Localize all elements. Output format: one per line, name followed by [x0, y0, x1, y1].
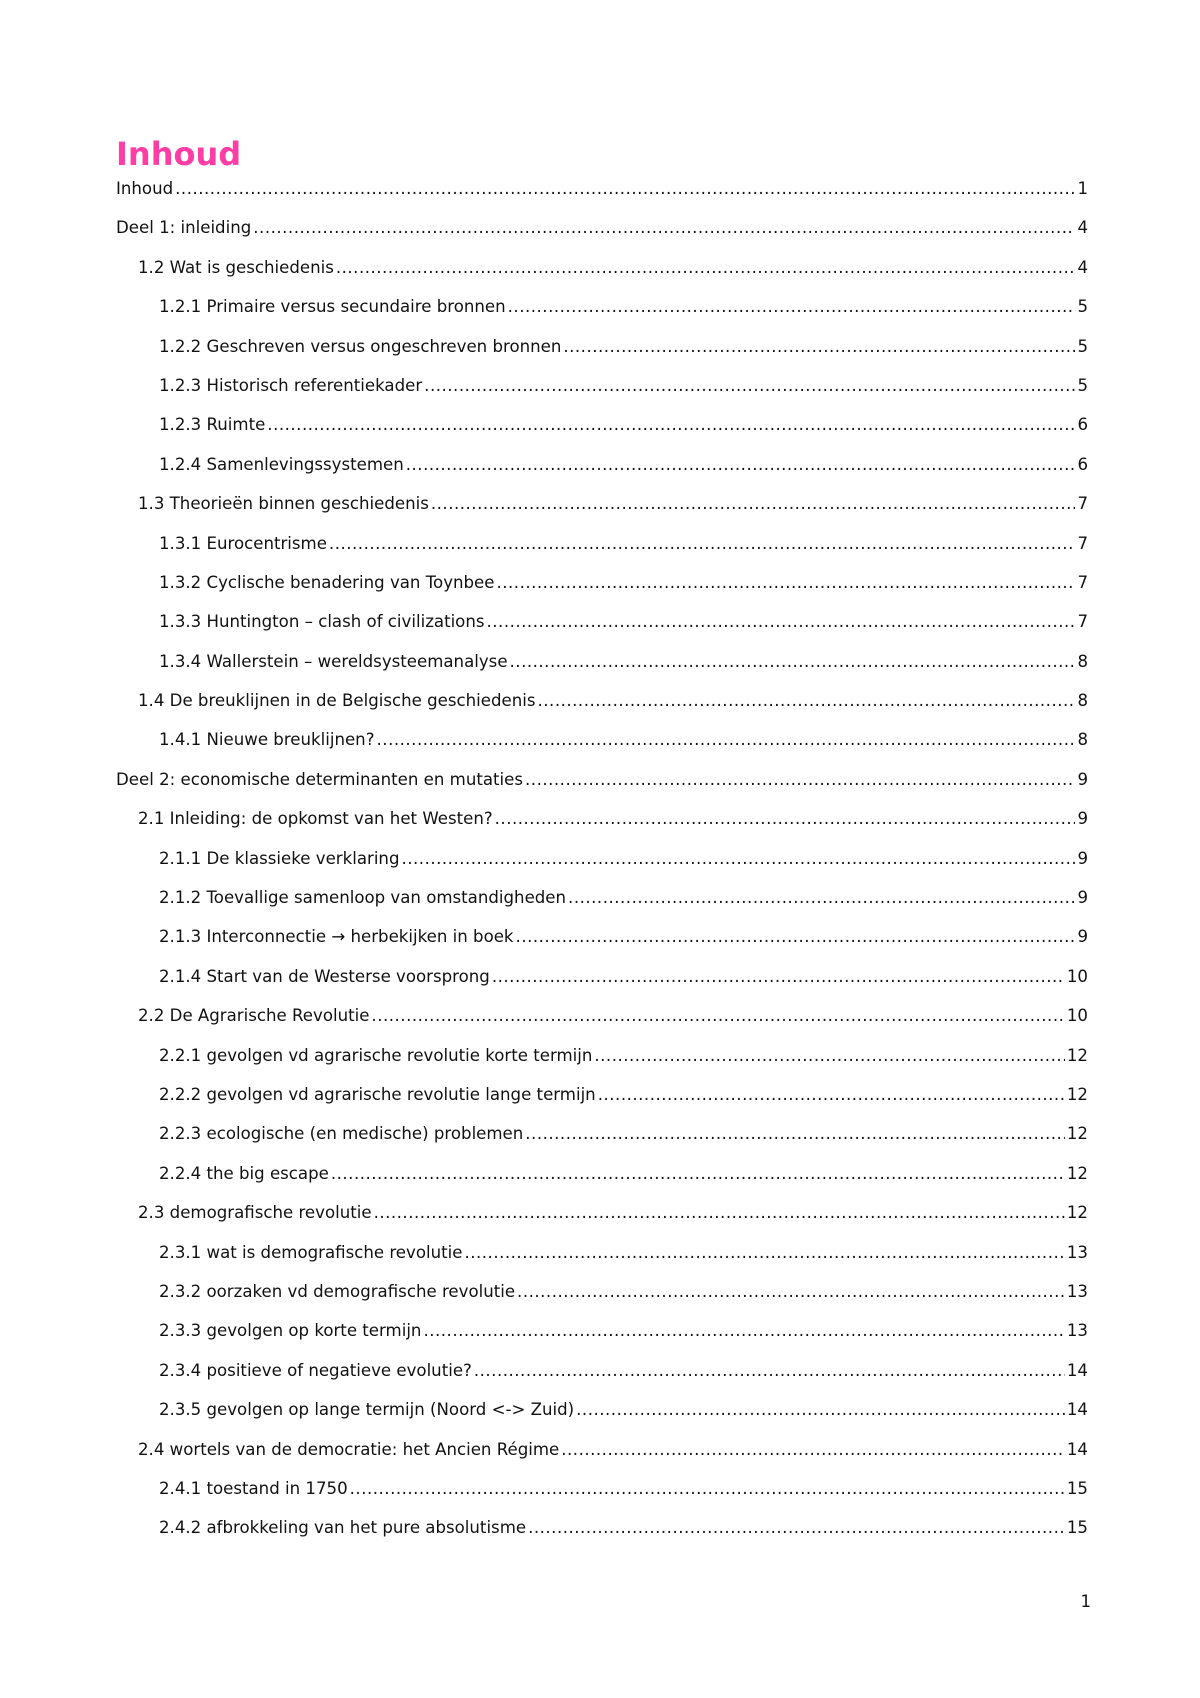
- toc-page-number: 10: [1066, 1006, 1088, 1026]
- toc-entry[interactable]: [116, 295, 1088, 334]
- toc-dot-leader: [538, 689, 1076, 713]
- toc-entry-link[interactable]: 1.4 De breuklijnen in de Belgische geschiedenis: [138, 691, 536, 711]
- toc-entry[interactable]: [116, 571, 1088, 610]
- toc-entry-link[interactable]: 2.3.1 wat is demografische revolutie: [159, 1242, 463, 1262]
- toc-page-number: 13: [1066, 1321, 1088, 1341]
- toc-page-number: 8: [1077, 730, 1088, 750]
- toc-entry[interactable]: [116, 216, 1088, 255]
- toc-dot-leader: [517, 1280, 1065, 1304]
- toc-page-number: 12: [1066, 1084, 1088, 1104]
- toc-entry-link[interactable]: 2.3.3 gevolgen op korte termijn: [159, 1321, 422, 1341]
- toc-dot-leader: [496, 571, 1075, 595]
- toc-page-number: 7: [1077, 572, 1088, 592]
- toc-page-number: 14: [1066, 1400, 1088, 1420]
- toc-entry-link[interactable]: 1.2.1 Primaire versus secundaire bronnen: [159, 297, 506, 317]
- toc-page-number: 13: [1066, 1242, 1088, 1262]
- toc-entry[interactable]: [116, 1477, 1088, 1516]
- toc-entry-link[interactable]: 2.1.2 Toevallige samenloop van omstandigheden: [159, 888, 567, 908]
- toc-page-number: 10: [1066, 966, 1088, 986]
- toc-dot-leader: [594, 1044, 1065, 1068]
- toc-page-number: 6: [1077, 454, 1088, 474]
- toc-dot-leader: [401, 847, 1075, 871]
- toc-page-number: 13: [1066, 1281, 1088, 1301]
- toc-entry-link[interactable]: 1.2.3 Ruimte: [159, 415, 266, 435]
- toc-entry-link[interactable]: 2.2 De Agrarische Revolutie: [138, 1006, 370, 1026]
- toc-entry-link[interactable]: 2.4.2 afbrokkeling van het pure absolutisme: [159, 1518, 527, 1538]
- toc-entry[interactable]: [116, 650, 1088, 689]
- toc-dot-leader: [487, 610, 1076, 634]
- toc-dot-leader: [175, 177, 1075, 201]
- toc-entry[interactable]: [116, 1044, 1088, 1083]
- toc-page-number: 5: [1077, 375, 1088, 395]
- toc-dot-leader: [267, 413, 1075, 437]
- toc-entry-link[interactable]: Inhoud: [116, 179, 174, 198]
- toc-page-number: 9: [1077, 848, 1088, 868]
- toc-dot-leader: [525, 768, 1075, 792]
- toc-entry-link[interactable]: 2.2.3 ecologische (en medische) problemen: [159, 1124, 524, 1144]
- toc-page-number: 9: [1077, 888, 1088, 908]
- toc-entry-link[interactable]: 1.3.2 Cyclische benadering van Toynbee: [159, 572, 495, 592]
- footer-page-number: 1: [1080, 1592, 1091, 1611]
- toc-page-number: 8: [1077, 691, 1088, 711]
- toc-entry-link[interactable]: 1.2.2 Geschreven versus ongeschreven bronnen: [159, 336, 562, 356]
- toc-title: Inhoud: [116, 135, 242, 173]
- toc-dot-leader: [508, 295, 1076, 319]
- toc-entry-link[interactable]: 2.4 wortels van de democratie: het Ancien Régime: [138, 1439, 560, 1459]
- toc-entry[interactable]: [116, 335, 1088, 374]
- toc-entry[interactable]: [116, 807, 1088, 846]
- toc-dot-leader: [336, 256, 1076, 280]
- toc-dot-leader: [371, 1004, 1064, 1028]
- toc-dot-leader: [492, 965, 1065, 989]
- toc-dot-leader: [525, 1122, 1065, 1146]
- toc-entry-link[interactable]: 2.4.1 toestand in 1750: [159, 1478, 348, 1498]
- toc-entry-link[interactable]: 1.2.3 Historisch referentiekader: [159, 375, 423, 395]
- toc-entry[interactable]: [116, 1319, 1088, 1358]
- toc-dot-leader: [576, 1398, 1065, 1422]
- toc-entry[interactable]: [116, 1241, 1088, 1280]
- toc-page-number: 12: [1066, 1124, 1088, 1144]
- toc-dot-leader: [495, 807, 1076, 831]
- toc-page-number: 4: [1077, 218, 1088, 238]
- toc-entry[interactable]: [116, 768, 1088, 807]
- toc-entry[interactable]: [116, 413, 1088, 452]
- toc-dot-leader: [424, 374, 1075, 398]
- toc-entry[interactable]: [116, 453, 1088, 492]
- toc-entry-link[interactable]: 1.3 Theorieën binnen geschiedenis: [138, 494, 429, 514]
- toc-entry-link[interactable]: 2.1.1 De klassieke verklaring: [159, 848, 400, 868]
- toc-page-number: 5: [1077, 297, 1088, 317]
- toc-entry[interactable]: [116, 610, 1088, 649]
- toc-entry-link[interactable]: 2.2.1 gevolgen vd agrarische revolutie korte termijn: [159, 1045, 593, 1065]
- toc-entry[interactable]: [116, 256, 1088, 295]
- toc-page-number: 14: [1066, 1360, 1088, 1380]
- toc-entry-link[interactable]: Deel 1: inleiding: [116, 218, 252, 238]
- toc-entry-link[interactable]: 2.3.5 gevolgen op lange termijn (Noord <-> Zuid): [159, 1400, 575, 1420]
- toc-page-number: 4: [1077, 257, 1088, 277]
- toc-dot-leader: [423, 1319, 1064, 1343]
- toc-page-number: 12: [1066, 1045, 1088, 1065]
- toc-entry[interactable]: [116, 1516, 1088, 1555]
- toc-entry-link[interactable]: 1.4.1 Nieuwe breuklijnen?: [159, 730, 375, 750]
- toc-dot-leader: [528, 1516, 1065, 1540]
- toc-entry[interactable]: [116, 374, 1088, 413]
- toc-entry[interactable]: [116, 1083, 1088, 1122]
- toc-page-number: 9: [1077, 809, 1088, 829]
- toc-entry[interactable]: [116, 965, 1088, 1004]
- toc-page-number: 1: [1077, 179, 1088, 198]
- toc-page-number: 15: [1066, 1478, 1088, 1498]
- toc-entry-link[interactable]: 2.1 Inleiding: de opkomst van het Westen?: [138, 809, 493, 829]
- toc-dot-leader: [516, 925, 1076, 949]
- toc-dot-leader: [331, 1162, 1065, 1186]
- toc-dot-leader: [329, 532, 1076, 556]
- toc-dot-leader: [561, 1438, 1065, 1462]
- toc-entry[interactable]: [116, 728, 1088, 767]
- toc-entry-link[interactable]: Deel 2: economische determinanten en mutaties: [116, 769, 524, 789]
- toc-dot-leader: [568, 886, 1075, 910]
- toc-dot-leader: [474, 1359, 1065, 1383]
- toc-dot-leader: [406, 453, 1076, 477]
- toc-entry-link[interactable]: 1.3.4 Wallerstein – wereldsysteemanalyse: [159, 651, 508, 671]
- toc-entry-link[interactable]: 1.3.3 Huntington – clash of civilizations: [159, 612, 485, 632]
- toc-entry-link[interactable]: 2.2.2 gevolgen vd agrarische revolutie lange termijn: [159, 1084, 596, 1104]
- toc-entry[interactable]: [116, 1359, 1088, 1398]
- toc-entry[interactable]: [116, 1162, 1088, 1201]
- toc-dot-leader: [464, 1241, 1064, 1265]
- toc-entry-link[interactable]: 1.2.4 Samenlevingssystemen: [159, 454, 404, 474]
- toc-entry[interactable]: [116, 925, 1088, 964]
- toc-entry[interactable]: [116, 177, 1088, 216]
- toc-entry-link[interactable]: 2.1.3 Interconnectie → herbekijken in boek: [159, 927, 514, 947]
- toc-entry[interactable]: [116, 886, 1088, 925]
- toc-page-number: 9: [1077, 927, 1088, 947]
- table-of-contents: [116, 177, 1088, 1556]
- toc-entry[interactable]: [116, 1398, 1088, 1437]
- toc-entry[interactable]: [116, 1122, 1088, 1161]
- toc-page-number: 7: [1077, 612, 1088, 632]
- toc-entry[interactable]: [116, 847, 1088, 886]
- toc-entry[interactable]: [116, 689, 1088, 728]
- toc-dot-leader: [431, 492, 1076, 516]
- toc-page-number: 12: [1066, 1163, 1088, 1183]
- toc-entry-link[interactable]: 1.2 Wat is geschiedenis: [138, 257, 334, 277]
- toc-entry[interactable]: [116, 532, 1088, 571]
- toc-page-number: 6: [1077, 415, 1088, 435]
- toc-entry-link[interactable]: 2.3.2 oorzaken vd demografische revolutie: [159, 1281, 516, 1301]
- toc-entry[interactable]: [116, 492, 1088, 531]
- toc-entry-link[interactable]: 1.3.1 Eurocentrisme: [159, 533, 327, 553]
- toc-entry-link[interactable]: 2.3 demografische revolutie: [138, 1203, 372, 1223]
- toc-page-number: 8: [1077, 651, 1088, 671]
- toc-page-number: 14: [1066, 1439, 1088, 1459]
- toc-dot-leader: [510, 650, 1076, 674]
- toc-dot-leader: [598, 1083, 1065, 1107]
- toc-dot-leader: [377, 728, 1076, 752]
- toc-entry[interactable]: [116, 1280, 1088, 1319]
- toc-dot-leader: [374, 1201, 1065, 1225]
- toc-dot-leader: [563, 335, 1075, 359]
- toc-page-number: 7: [1077, 494, 1088, 514]
- toc-entry-link[interactable]: 2.3.4 positieve of negatieve evolutie?: [159, 1360, 472, 1380]
- toc-entry[interactable]: [116, 1201, 1088, 1240]
- toc-page-number: 5: [1077, 336, 1088, 356]
- toc-page-number: 12: [1066, 1203, 1088, 1223]
- toc-page-number: 15: [1066, 1518, 1088, 1538]
- toc-page-number: 7: [1077, 533, 1088, 553]
- toc-entry[interactable]: [116, 1438, 1088, 1477]
- toc-entry-link[interactable]: 2.1.4 Start van de Westerse voorsprong: [159, 966, 490, 986]
- toc-dot-leader: [350, 1477, 1065, 1501]
- toc-entry-link[interactable]: 2.2.4 the big escape: [159, 1163, 329, 1183]
- toc-entry[interactable]: [116, 1004, 1088, 1043]
- toc-dot-leader: [253, 216, 1075, 240]
- toc-page-number: 9: [1077, 769, 1088, 789]
